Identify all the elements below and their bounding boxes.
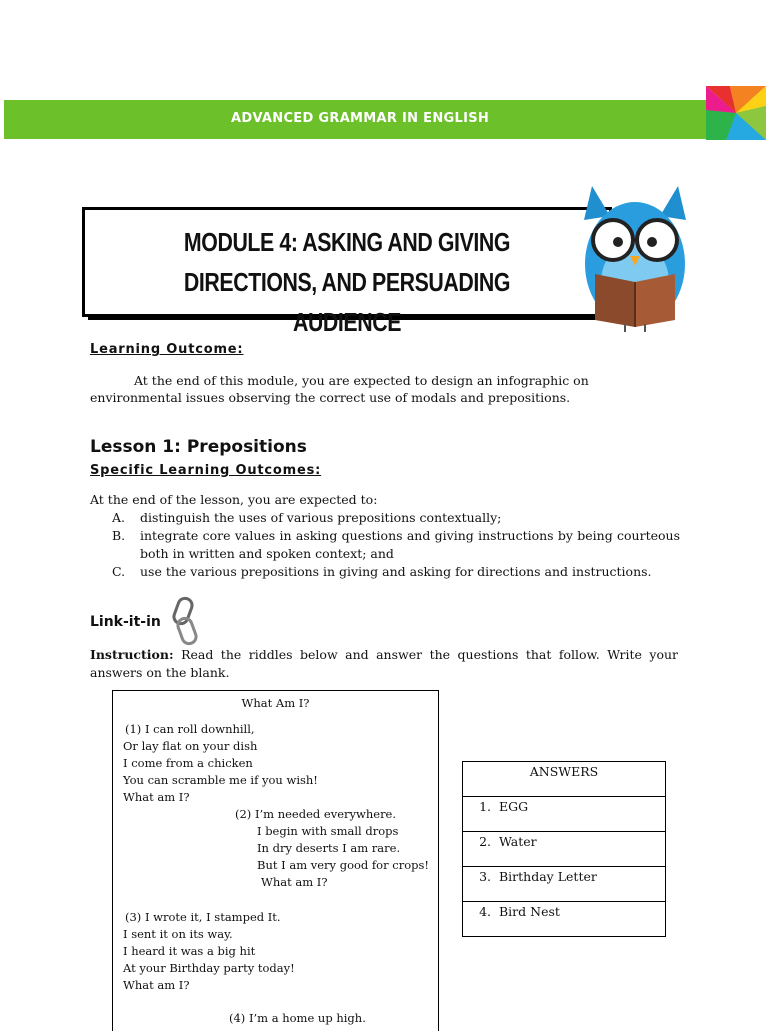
objective-letter: B. [112, 528, 126, 543]
riddle-line: What am I? [123, 790, 190, 804]
answer-text: Birthday Letter [499, 869, 597, 884]
riddle-line: I heard it was a big hit [123, 944, 256, 958]
list-item [90, 509, 680, 527]
riddle-3 [123, 909, 295, 994]
objective-letter: A. [112, 510, 126, 525]
answers-table [462, 761, 666, 937]
riddle-line: At your Birthday party today! [123, 961, 295, 975]
chain-link-icon [170, 596, 200, 646]
objective-text: integrate core values in asking questions and giving instructions by being courteous both in written and spoken context; and [140, 528, 680, 561]
answer-text: EGG [499, 799, 529, 814]
answer-number: 1. [479, 799, 491, 814]
module-title-line2: DIRECTIONS, AND PERSUADING AUDIENCE [183, 267, 511, 337]
list-item [90, 527, 680, 563]
banner-title: ADVANCED GRAMMAR IN ENGLISH [231, 111, 490, 126]
riddle-line: Or lay flat on your dish [123, 739, 258, 753]
answer-number: 2. [479, 834, 491, 849]
riddle-line: (4) I’m a home up high. [229, 1011, 366, 1025]
table-row [463, 867, 666, 902]
table-row [463, 832, 666, 867]
objective-text: use the various prepositions in giving and asking for directions and instructions. [140, 564, 652, 579]
table-row [463, 902, 666, 937]
riddle-line: You can scramble me if you wish! [123, 773, 318, 787]
objectives-list [90, 491, 680, 581]
riddle-1 [123, 721, 318, 806]
riddle-4 [229, 1010, 366, 1027]
answer-text: Bird Nest [499, 904, 560, 919]
objectives-intro: At the end of the lesson, you are expected to: [90, 492, 378, 507]
riddle-line: But I am very good for crops! [257, 858, 430, 872]
objective-text: distinguish the uses of various prepositions contextually; [140, 510, 502, 525]
riddle-line: (2) I’m needed everywhere. [235, 807, 397, 821]
lesson-title: Lesson 1: Prepositions [90, 437, 307, 457]
instruction-text: Read the riddles below and answer the questions that follow. Write your answers on the blank. [90, 647, 678, 680]
module-title [132, 222, 562, 342]
learning-outcome-line1: At the end of this module, you are expected to design an infographic on [134, 373, 589, 388]
riddle-line: What am I? [261, 875, 328, 889]
riddle-line: (3) I wrote it, I stamped It. [125, 910, 281, 924]
answer-cell [463, 867, 666, 902]
instruction-label: Instruction: [90, 647, 174, 662]
module-title-box [82, 207, 612, 337]
riddle-2 [235, 806, 429, 891]
riddle-line: (1) I can roll downhill, [125, 722, 255, 736]
answer-number: 3. [479, 869, 491, 884]
colorful-logo-icon [706, 86, 766, 140]
riddle-line: I begin with small drops [257, 824, 399, 838]
answer-cell [463, 832, 666, 867]
riddle-line: In dry deserts I am rare. [257, 841, 401, 855]
answer-text: Water [499, 834, 537, 849]
riddle-line: I come from a chicken [123, 756, 253, 770]
specific-outcomes-heading: Specific Learning Outcomes: [90, 463, 322, 478]
answer-cell [463, 797, 666, 832]
riddle-line: What am I? [123, 978, 190, 992]
answers-heading: ANSWERS [463, 762, 666, 797]
answer-cell [463, 902, 666, 937]
riddle-line: I sent it on its way. [123, 927, 233, 941]
objective-letter: C. [112, 564, 126, 579]
table-row [463, 762, 666, 797]
link-it-in-heading: Link-it-in [90, 614, 161, 630]
learning-outcome-line2: environmental issues observing the correct use of modals and prepositions. [90, 390, 571, 405]
riddle-heading: What Am I? [241, 696, 310, 710]
instruction-paragraph [90, 646, 678, 682]
module-title-line1: MODULE 4: ASKING AND GIVING [183, 227, 511, 257]
list-item [90, 563, 680, 581]
header-banner [4, 100, 766, 139]
learning-outcome-heading: Learning Outcome: [90, 342, 244, 357]
riddle-box [112, 690, 439, 1031]
owl-reading-icon [580, 182, 690, 332]
answer-number: 4. [479, 904, 491, 919]
table-row [463, 797, 666, 832]
